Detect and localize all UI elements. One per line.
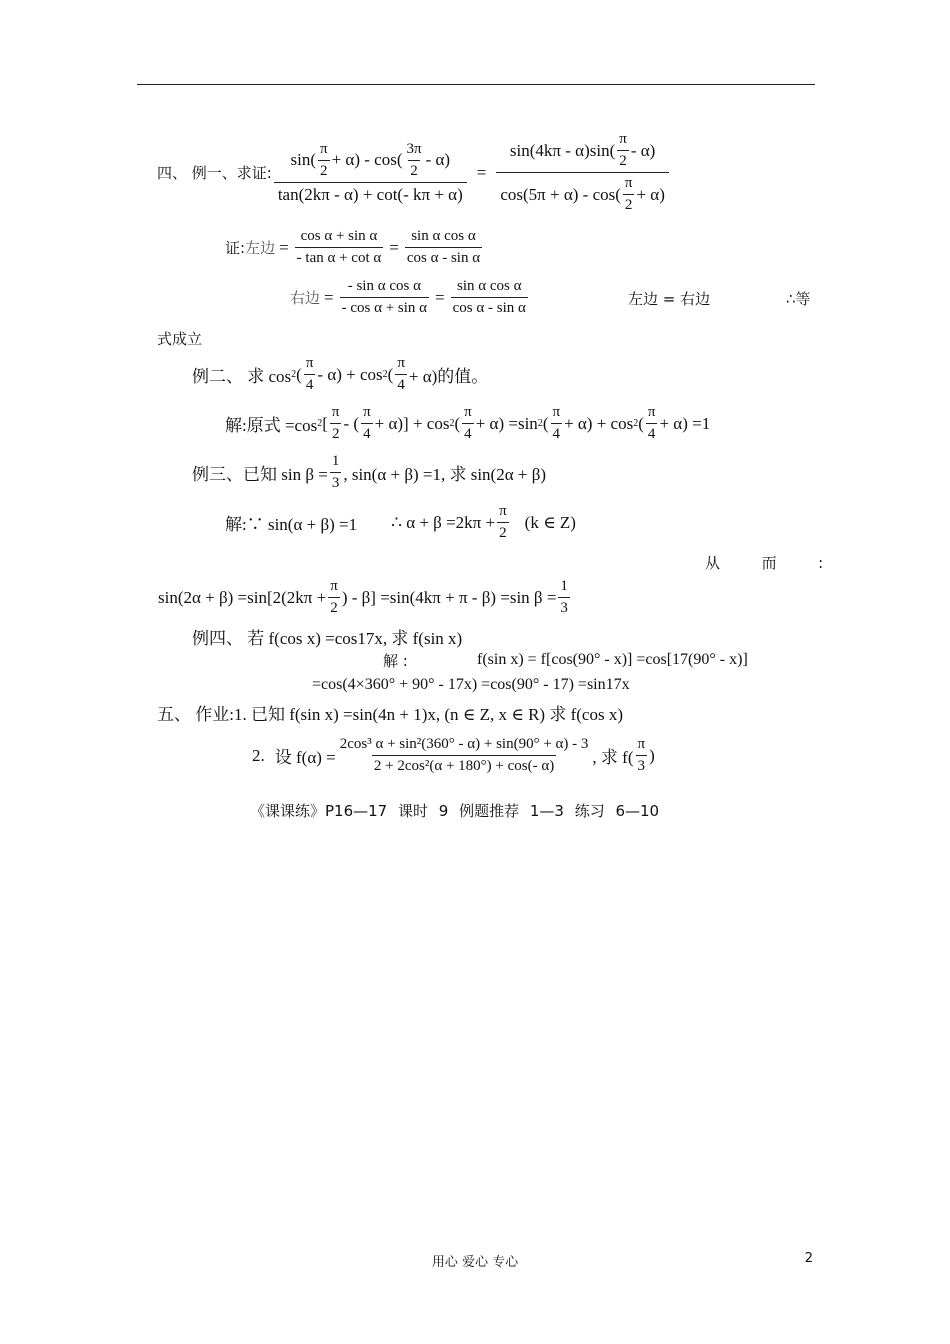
example-2-question: 例二、 求 cos 2 ( $\frac{\pi}{4}$ - α) + cos 2 ( $\frac{\pi}{4}$ + α)的值。 (192, 355, 489, 393)
page-number: 2 (804, 1251, 813, 1266)
header-rule (137, 84, 815, 85)
example-3-from: 从 而 : (705, 554, 824, 572)
example-2-solution: 解:原式 =cos 2 [ $\frac{\pi}{2}$ - ( $\frac{\pi}{4}$ + α)] + cos 2 ( $\frac{\pi}{4}$ + α) =sin 2 ( $\frac{\pi}{4}$ + α) + cos 2 ( $\frac{\pi}{4}$ + α) =1 (225, 404, 711, 442)
homework-reference: 《课课练》P16—17 课时 9 例题推荐 1—3 练习 6—10 (250, 802, 660, 820)
homework-2-fraction: $\frac{\text{2cos³ α + sin²(360° - α) + sin(90° + α) - 3}}{\text{2 + 2cos²(α + 180°) + cos(- α)}}$ (339, 736, 589, 774)
example-4-question: 例四、 若 f(cos x) =cos17x, 求 f(sin x) (192, 629, 463, 648)
proof-therefore: ∴等 (786, 290, 811, 308)
example-1: 四、 例一、求证: sin( $\frac{\pi}{2}$ + α) - cos( $\frac{3\pi}{2}$ - α) tan(2kπ - α) + cot(- kπ + α) = sin(4kπ - α)sin( $\frac{\pi}{2}$ - α) cos(5π + α) - cos( $\frac{\pi}{2}$ + α) (157, 131, 671, 214)
footer-motto: 用心 爱心 专心 (431, 1255, 519, 1270)
example-3-solution: 解:∵ sin(α + β) =1 ∴ α + β =2kπ + $\frac{\pi}{2}$ (k ∈ Z) (225, 503, 576, 541)
proof-conclusion-tail: 式成立 (157, 330, 203, 348)
example-4-solution-line-2: =cos(4×360° + 90° - 17x) =cos(90° - 17) =sin17x (312, 676, 630, 693)
homework-1: 五、 作业:1. 已知 f(sin x) =sin(4n + 1)x, (n ∈ Z, x ∈ R) 求 f(cos x) (157, 705, 623, 724)
homework-2: 2. 设 f(α) = $\frac{\text{2cos³ α + sin²(360° - α) + sin(90° + α) - 3}}{\text{2 + 2cos²(α + 180°) + cos(- α)}}$ , 求 f( $\frac{\pi}{3}$ ) (252, 736, 655, 774)
example-4-solution-label: 解 : (383, 652, 408, 670)
example-3-question: 例三、已知 sin β = $\frac{1}{3}$ , sin(α + β) =1, 求 sin(2α + β) (192, 453, 547, 491)
example-4-solution-line-1: f(sin x) = f[cos(90° - x)] =cos[17(90° - x)] (477, 651, 748, 668)
proof-left: 证: 左边 = $\frac{\text{cos α + sin α}}{\text{- tan α + cot α}}$ = $\frac{\text{sin α cos α}}{\text{cos α - sin α}}$ (225, 228, 481, 266)
example-3-result: sin(2α + β) =sin[2(2kπ + $\frac{\pi}{2}$ ) - β] =sin(4kπ + π - β) =sin β = $\frac{1}{3}$ (158, 578, 568, 616)
example-1-left-fraction: sin( $\frac{\pi}{2}$ + α) - cos( $\frac{3\pi}{2}$ - α) tan(2kπ - α) + cot(- kπ + α) (274, 141, 467, 205)
example-1-right-fraction: sin(4kπ - α)sin( $\frac{\pi}{2}$ - α) cos(5π + α) - cos( $\frac{\pi}{2}$ + α) (496, 131, 669, 214)
proof-conclusion: 左边 = 右边 (628, 290, 711, 308)
proof-right: 右边 = $\frac{\text{- sin α cos α}}{\text{- cos α + sin α}}$ = $\frac{\text{sin α cos α}}{\text{cos α - sin α}}$ (290, 278, 526, 316)
example-1-heading: 四、 例一、求证: (157, 164, 272, 182)
